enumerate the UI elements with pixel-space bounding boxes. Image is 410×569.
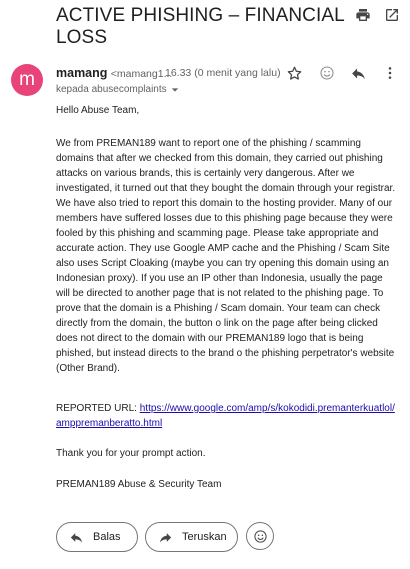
- email-timestamp: 16.33 (0 menit yang lalu): [165, 67, 281, 79]
- sender-line: [56, 66, 172, 80]
- emoji-react-button[interactable]: [246, 522, 274, 550]
- emoji-reaction-icon: [253, 529, 268, 544]
- open-in-new-window-icon[interactable]: [383, 6, 401, 24]
- forward-button-label: Teruskan: [182, 531, 227, 543]
- recipient-label: kepada abusecomplaints: [56, 84, 167, 95]
- avatar[interactable]: m: [11, 64, 43, 96]
- emoji-reaction-icon[interactable]: [318, 64, 336, 82]
- email-signature: PREMAN189 Abuse & Security Team: [56, 479, 222, 490]
- star-icon[interactable]: [285, 64, 303, 82]
- forward-button[interactable]: [145, 522, 238, 552]
- reply-button-label: Balas: [93, 531, 121, 543]
- subject-row: [0, 0, 410, 52]
- reported-url-label: REPORTED URL:: [56, 403, 137, 414]
- email-thanks: Thank you for your prompt action.: [56, 448, 206, 459]
- reply-button[interactable]: [56, 522, 138, 552]
- email-greeting: Hello Abuse Team,: [56, 105, 140, 116]
- reported-url-block: [56, 401, 398, 431]
- email-body-paragraph: We from PREMAN189 want to report one of the phishing / scamming domains that after we checked from this domain, they carried out phishing attacks on various brands, this is certainly very dangerous. After we investigated, it turned out that they bought the domain through your registrar. We have also tried to report this domain to the hosting provider. Many of our members have suffered losses due to this phishing page because they were fooled by this phishing and scamming page. Please take appropriate and accurate action. They use Google AMP cache and the Phishing / Scam Site also uses Script Cloaking (maybe you can try opening this domain using an Indonesian proxy). If you use an IP other than Indonesia, usually the page will be directed to another page that is not related to the phishing page. To prove that the domain is a Phishing / Scam domain. Your team can check directly from the domain, the button o link on the page after being clicked does not direct to the domain with our PREMAN189 logo that is being phished, but instead directs to the brand o the phishing perpetrator's website (Other Brand).: [56, 138, 396, 374]
- forward-icon: [158, 530, 173, 545]
- print-icon[interactable]: [354, 6, 372, 24]
- more-vert-icon[interactable]: [381, 64, 399, 82]
- recipient-dropdown[interactable]: [56, 84, 179, 95]
- chevron-down-icon: [171, 86, 179, 94]
- reported-url-link[interactable]: https://www.google.com/amp/s/kokodidi.premanterkuatlol/amppremanberatto.html: [56, 403, 395, 429]
- sender-name[interactable]: mamang: [56, 66, 108, 80]
- reply-icon: [69, 530, 84, 545]
- reply-icon[interactable]: [349, 64, 367, 82]
- sender-email: <mamang1...: [110, 68, 173, 80]
- email-subject: ACTIVE PHISHING – FINANCIAL LOSS: [56, 5, 345, 48]
